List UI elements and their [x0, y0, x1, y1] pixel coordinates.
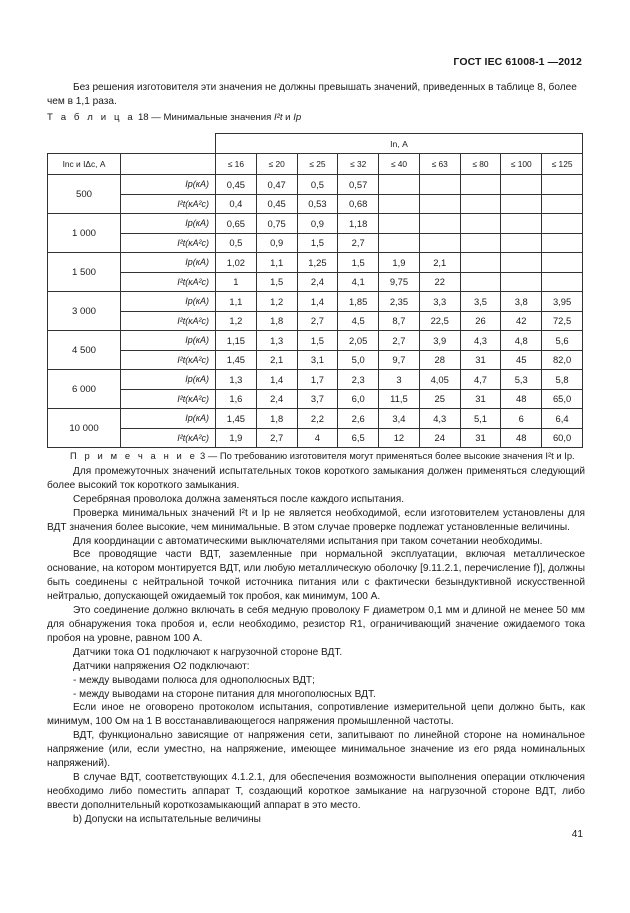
body-paragraph: Все проводящие части ВДТ, заземленные при нормальной эксплуатации, включая металлическое основание, на котором монтируется ВДТ, или любую металлическую оболочку [9.11.2.1, перечисление f)], должны быть соединены с нейтральной точкой источника питания или с фактически безындуктивной искусственной нейтралью, допускающей ожидаемый ток пробоя, как минимум, 100 А.	[47, 549, 585, 603]
table-cell: 0,4	[216, 194, 257, 214]
table-row-header: Inc и IΔc, А	[48, 154, 121, 175]
table-param-i2t: I²t(кА²с)	[121, 428, 216, 448]
body-paragraph: Для промежуточных значений испытательных токов короткого замыкания должен применяться следующий более высокий ток короткого замыкания.	[47, 466, 585, 491]
table-caption-number: 18 — Минимальные значения	[137, 112, 272, 123]
table-cell: 1,45	[216, 409, 257, 429]
table-row	[48, 292, 583, 312]
body-paragraph: b) Допуски на испытательные величины	[73, 813, 261, 825]
table-cell: 0,75	[256, 214, 297, 234]
table-cell: 2,1	[419, 253, 460, 273]
table-cell	[501, 194, 542, 214]
table-note	[70, 450, 590, 461]
note-text: 3 — По требованию изготовителя могут применяться более высокие значения I²t и Ip.	[200, 450, 575, 461]
body-paragraph: Для координации с автоматическими выключателями испытания при таком сочетании необходимы.	[73, 535, 543, 547]
table-cell: 1,4	[297, 292, 338, 312]
table-cell: 3,4	[379, 409, 420, 429]
table-cell	[460, 175, 501, 195]
table-cell	[379, 175, 420, 195]
table-param-ip: Ip(кА)	[121, 292, 216, 312]
table-cell: 4,7	[460, 370, 501, 390]
table-cell: 2,4	[256, 389, 297, 409]
table-column-header: ≤ 40	[379, 154, 420, 175]
table-cell: 0,9	[297, 214, 338, 234]
table-cell: 22,5	[419, 311, 460, 331]
table-cell: 6	[501, 409, 542, 429]
table-current-cell: 6 000	[48, 370, 121, 409]
body-paragraph: - между выводами полюса для однополюсных ВДТ;	[73, 674, 315, 686]
table-param-ip: Ip(кА)	[121, 331, 216, 351]
table-column-header: ≤ 100	[501, 154, 542, 175]
intro-paragraph	[47, 81, 585, 109]
table-cell	[460, 194, 501, 214]
table-cell: 22	[419, 272, 460, 292]
table-cell: 3,5	[460, 292, 501, 312]
table-caption	[47, 112, 301, 123]
table-cell: 1,2	[216, 311, 257, 331]
table-cell: 82,0	[542, 350, 583, 370]
table-cell	[501, 175, 542, 195]
table-cell: 5,0	[338, 350, 379, 370]
table-cell: 4,1	[338, 272, 379, 292]
table-caption-label: Т а б л и ц а	[47, 112, 136, 123]
body-paragraph: Датчики тока O1 подключают к нагрузочной стороне ВДТ.	[73, 646, 343, 658]
table-cell	[542, 233, 583, 253]
table-cell: 24	[419, 428, 460, 448]
table-param-header-blank	[121, 154, 216, 175]
table-cell: 5,1	[460, 409, 501, 429]
table-cell	[542, 214, 583, 234]
table-cell: 1,45	[216, 350, 257, 370]
table-cell: 1,5	[297, 233, 338, 253]
table-cell: 42	[501, 311, 542, 331]
body-paragraph: Это соединение должно включать в себя медную проволоку F диаметром 0,1 мм и длиной не менее 50 мм для обнаружения тока пробоя и, если необходимо, резистор R1, ограничивающий значение ожидаемого тока пробоя на уровне, равном 100 А.	[47, 605, 585, 644]
table-cell: 60,0	[542, 428, 583, 448]
table-column-header: ≤ 63	[419, 154, 460, 175]
table-cell: 1,8	[256, 409, 297, 429]
minimum-values-table	[47, 133, 583, 448]
table-group-header-row	[48, 134, 583, 154]
table-cell: 1,6	[216, 389, 257, 409]
table-cell	[419, 214, 460, 234]
table-cell: 3	[379, 370, 420, 390]
body-paragraph: Датчики напряжения O2 подключают:	[73, 660, 250, 672]
table-cell: 0,53	[297, 194, 338, 214]
table-cell: 1,1	[256, 253, 297, 273]
table-param-i2t: I²t(кА²с)	[121, 233, 216, 253]
table-cell: 1,7	[297, 370, 338, 390]
table-param-i2t: I²t(кА²с)	[121, 194, 216, 214]
table-cell: 1,3	[256, 331, 297, 351]
table-cell	[460, 272, 501, 292]
table-cell: 2,6	[338, 409, 379, 429]
body-paragraph: Если иное не оговорено протоколом испытания, сопротивление измерительной цепи должно быть, как минимум, 100 Ом на 1 В восстанавливающегося напряжения промышленной частоты.	[47, 702, 585, 728]
table-cell	[460, 253, 501, 273]
table-row	[48, 350, 583, 370]
table-cell: 0,65	[216, 214, 257, 234]
table-cell: 0,45	[216, 175, 257, 195]
table-cell: 31	[460, 389, 501, 409]
table-cell: 12	[379, 428, 420, 448]
table-cell: 4,3	[419, 409, 460, 429]
table-cell: 11,5	[379, 389, 420, 409]
table-current-cell: 1 000	[48, 214, 121, 253]
table-row	[48, 370, 583, 390]
table-cell: 4,05	[419, 370, 460, 390]
table-cell	[542, 253, 583, 273]
table-cell	[501, 233, 542, 253]
table-param-ip: Ip(кА)	[121, 370, 216, 390]
table-cell: 2,7	[379, 331, 420, 351]
table-cell: 1,8	[256, 311, 297, 331]
table-cell: 9,7	[379, 350, 420, 370]
table-cell: 28	[419, 350, 460, 370]
table-cell: 5,8	[542, 370, 583, 390]
table-cell: 8,7	[379, 311, 420, 331]
table-param-i2t: I²t(кА²с)	[121, 389, 216, 409]
page-number: 41	[571, 829, 583, 840]
table-cell: 5,3	[501, 370, 542, 390]
table-cell: 26	[460, 311, 501, 331]
table-cell: 0,57	[338, 175, 379, 195]
table-cell: 2,7	[256, 428, 297, 448]
table-caption-i2t: I²t	[273, 112, 283, 123]
table-cell: 1,85	[338, 292, 379, 312]
table-cell: 1,18	[338, 214, 379, 234]
table-cell: 4,8	[501, 331, 542, 351]
body-paragraph: Проверка минимальных значений I²t и Ip не является необходимой, если изготовителем установлены для ВДТ значения более высокие, чем минимальные. В этом случае проверке подлежат установленные величины.	[47, 507, 585, 533]
table-param-ip: Ip(кА)	[121, 175, 216, 195]
table-cell	[419, 175, 460, 195]
table-row	[48, 194, 583, 214]
table-cell: 1,9	[379, 253, 420, 273]
table-row	[48, 311, 583, 331]
body-paragraph: Серебряная проволока должна заменяться после каждого испытания.	[73, 493, 405, 505]
table-cell: 1,9	[216, 428, 257, 448]
body-paragraph: - между выводами на стороне питания для многополюсных ВДТ.	[73, 688, 376, 700]
table-cell	[501, 214, 542, 234]
table-row	[48, 331, 583, 351]
table-column-header: ≤ 80	[460, 154, 501, 175]
table-cell: 0,9	[256, 233, 297, 253]
table-current-cell: 1 500	[48, 253, 121, 292]
table-cell: 3,7	[297, 389, 338, 409]
table-row	[48, 214, 583, 234]
table-cell: 2,3	[338, 370, 379, 390]
table-row	[48, 272, 583, 292]
note-label: П р и м е ч а н и е	[70, 450, 198, 461]
table-param-i2t: I²t(кА²с)	[121, 272, 216, 292]
table-cell: 0,5	[297, 175, 338, 195]
table-cell: 6,5	[338, 428, 379, 448]
table-cell: 2,4	[297, 272, 338, 292]
table-cell: 1,1	[216, 292, 257, 312]
table-cell: 0,5	[216, 233, 257, 253]
intro-text: Без решения изготовителя эти значения не должны превышать значений, приведенных в таблице 8, более чем в 1,1 раза.	[47, 82, 577, 107]
table-cell: 1,02	[216, 253, 257, 273]
table-cell: 45	[501, 350, 542, 370]
table-cell	[379, 233, 420, 253]
table-column-header: ≤ 32	[338, 154, 379, 175]
table-cell	[379, 214, 420, 234]
table-row	[48, 389, 583, 409]
table-row	[48, 233, 583, 253]
table-cell: 3,9	[419, 331, 460, 351]
table-cell: 6,4	[542, 409, 583, 429]
table-cell: 1,5	[297, 331, 338, 351]
table-cell: 3,95	[542, 292, 583, 312]
table-param-ip: Ip(кА)	[121, 409, 216, 429]
table-cell: 0,68	[338, 194, 379, 214]
body-paragraph: В случае ВДТ, соответствующих 4.1.2.1, для обеспечения возможности выполнения операции отключения необходимо либо поместить аппарат T, создающий короткое замыкание на нагрузочной стороне ВДТ, либо ввести дополнительный короткозамыкающий аппарат в это место.	[47, 771, 585, 811]
table-cell	[379, 194, 420, 214]
table-cell	[460, 214, 501, 234]
table-column-header-row	[48, 154, 583, 175]
table-cell: 2,05	[338, 331, 379, 351]
table-cell: 5,6	[542, 331, 583, 351]
table-cell: 2,7	[338, 233, 379, 253]
table-cell	[501, 253, 542, 273]
table-cell: 31	[460, 428, 501, 448]
table-corner-blank	[48, 134, 216, 154]
table-column-header: ≤ 20	[256, 154, 297, 175]
table-cell: 1,25	[297, 253, 338, 273]
table-cell	[542, 272, 583, 292]
table-param-i2t: I²t(кА²с)	[121, 350, 216, 370]
table-cell: 2,7	[297, 311, 338, 331]
table-body	[48, 175, 583, 448]
table-cell: 72,5	[542, 311, 583, 331]
table-column-header: ≤ 25	[297, 154, 338, 175]
table-cell	[419, 194, 460, 214]
table-cell: 0,47	[256, 175, 297, 195]
table-cell: 1,4	[256, 370, 297, 390]
table-cell: 3,8	[501, 292, 542, 312]
table-row	[48, 409, 583, 429]
table-cell: 9,75	[379, 272, 420, 292]
table-cell: 6,0	[338, 389, 379, 409]
table-cell: 1,5	[338, 253, 379, 273]
table-cell	[501, 272, 542, 292]
table-cell: 1,5	[256, 272, 297, 292]
table-cell: 4,5	[338, 311, 379, 331]
table-cell: 1	[216, 272, 257, 292]
document-header: ГОСТ IEC 61008-1 —2012	[453, 56, 582, 68]
table-cell: 4	[297, 428, 338, 448]
table-cell: 2,1	[256, 350, 297, 370]
table-row	[48, 428, 583, 448]
table-cell: 25	[419, 389, 460, 409]
table-cell: 4,3	[460, 331, 501, 351]
table-row	[48, 253, 583, 273]
table-cell: 31	[460, 350, 501, 370]
table-cell: 3,3	[419, 292, 460, 312]
table-cell: 1,2	[256, 292, 297, 312]
table-caption-ip: Ip	[293, 112, 302, 123]
table-cell	[542, 175, 583, 195]
table-current-cell: 4 500	[48, 331, 121, 370]
table-param-ip: Ip(кА)	[121, 214, 216, 234]
table-group-header: In, А	[216, 134, 583, 154]
table-cell	[460, 233, 501, 253]
table-cell: 2,2	[297, 409, 338, 429]
table-current-cell: 10 000	[48, 409, 121, 448]
table-param-i2t: I²t(кА²с)	[121, 311, 216, 331]
table-cell: 48	[501, 389, 542, 409]
table-cell: 48	[501, 428, 542, 448]
table-column-header: ≤ 125	[542, 154, 583, 175]
table-current-cell: 500	[48, 175, 121, 214]
table-param-ip: Ip(кА)	[121, 253, 216, 273]
table-column-header: ≤ 16	[216, 154, 257, 175]
table-cell: 2,35	[379, 292, 420, 312]
table-current-cell: 3 000	[48, 292, 121, 331]
table-row	[48, 175, 583, 195]
table-cell: 0,45	[256, 194, 297, 214]
table-cell	[419, 233, 460, 253]
body-text	[47, 465, 585, 827]
table-cell: 3,1	[297, 350, 338, 370]
table-cell	[542, 194, 583, 214]
table-cell: 1,15	[216, 331, 257, 351]
table-cell: 65,0	[542, 389, 583, 409]
body-paragraph: ВДТ, функционально зависящие от напряжения сети, запитывают по линейной стороне на номинальное напряжение (или, если уместно, на напряжение, имеющее минимальное значение из его ряда номинальных напряжений).	[47, 730, 585, 770]
table-caption-and: и	[285, 112, 291, 123]
table-cell: 1,3	[216, 370, 257, 390]
